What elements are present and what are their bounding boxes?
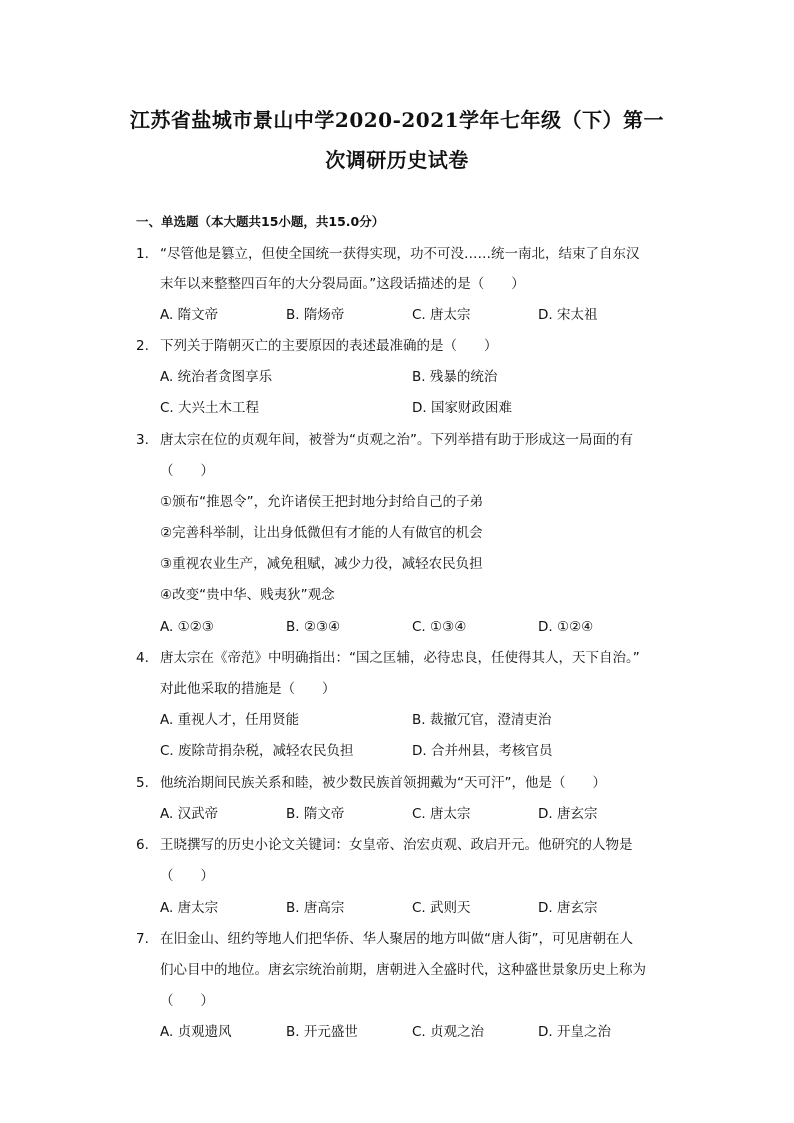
question-text: 们心目中的地位。唐玄宗统治前期，唐朝进入全盛时代，这种盛世景象历史上称为 (160, 962, 646, 978)
statement-2: ②完善科举制，让出身低微但有才能的人有做官的机会 (160, 525, 483, 541)
statement-4: ④改变“贵中华、贱夷狄”观念 (160, 587, 335, 603)
option-a: A. 汉武帝 (160, 806, 219, 822)
option-c: C. 大兴土木工程 (160, 400, 260, 416)
question-number: 2. (136, 338, 149, 354)
option-d: D. 唐玄宗 (538, 806, 598, 822)
option-d: D. 唐玄宗 (538, 900, 598, 916)
question-text: “尽管他是篡立，但使全国统一获得实现，功不可没……统一南北，结束了自东汉 (160, 246, 640, 262)
exam-title-line-1: 江苏省盐城市景山中学2020-2021学年七年级（下）第一 (129, 108, 665, 132)
question-number: 5. (136, 775, 149, 791)
question-text: 他统治期间民族关系和睦，被少数民族首领拥戴为“天可汗”，他是（ ） (160, 775, 606, 791)
question-number: 6. (136, 837, 149, 853)
option-b: B. 唐高宗 (286, 900, 345, 916)
statement-3: ③重视农业生产，减免租赋，减少力役，减轻农民负担 (160, 556, 483, 572)
question-number: 7. (136, 931, 149, 947)
question-number: 4. (136, 650, 149, 666)
option-a: A. ①②③ (160, 619, 214, 635)
option-b: B. 隋文帝 (286, 806, 345, 822)
question-text: 唐太宗在位的贞观年间，被誉为“贞观之治”。下列举措有助于形成这一局面的有 (160, 432, 633, 448)
option-b: B. 残暴的统治 (412, 369, 498, 385)
option-d: D. 合并州县，考核官员 (412, 743, 553, 759)
option-c: C. 废除苛捐杂税，减轻农民负担 (160, 743, 354, 759)
question-text: 在旧金山、纽约等地人们把华侨、华人聚居的地方叫做“唐人街”，可见唐朝在人 (160, 931, 633, 947)
question-text: 下列关于隋朝灭亡的主要原因的表述最准确的是（ ） (160, 338, 498, 354)
option-c: C. 唐太宗 (412, 307, 471, 323)
option-b: B. 开元盛世 (286, 1024, 358, 1040)
question-number: 3. (136, 432, 149, 448)
question-text: 对此他采取的措施是（ ） (160, 681, 336, 697)
statement-1: ①颁布“推恩令”，允许诸侯王把封地分封给自己的子弟 (160, 494, 484, 510)
exam-title-line-2: 次调研历史试卷 (325, 148, 469, 172)
option-a: A. 隋文帝 (160, 307, 219, 323)
option-d: D. 国家财政困难 (412, 400, 512, 416)
option-c: C. ①③④ (412, 619, 467, 635)
option-d: D. 开皇之治 (538, 1024, 611, 1040)
question-text: 末年以来整整四百年的大分裂局面。”这段话描述的是（ ） (160, 276, 525, 292)
option-a: A. 唐太宗 (160, 900, 219, 916)
option-b: B. 裁撤冗官，澄清吏治 (412, 712, 552, 728)
option-a: A. 贞观遗风 (160, 1024, 232, 1040)
question-text: （ ） (160, 993, 214, 1009)
option-b: B. 隋炀帝 (286, 307, 345, 323)
question-text: （ ） (160, 868, 214, 884)
option-a: A. 统治者贪图享乐 (160, 369, 273, 385)
option-c: C. 贞观之治 (412, 1024, 485, 1040)
question-text: （ ） (160, 463, 214, 479)
question-text: 王晓撰写的历史小论文关键词：女皇帝、治宏贞观、政启开元。他研究的人物是 (160, 837, 633, 853)
question-number: 1. (136, 246, 149, 262)
option-d: D. ①②④ (538, 619, 594, 635)
option-b: B. ②③④ (286, 619, 341, 635)
option-d: D. 宋太祖 (538, 307, 598, 323)
option-c: C. 唐太宗 (412, 806, 471, 822)
question-text: 唐太宗在《帝范》中明确指出：“国之匡辅，必待忠良，任使得其人，天下自治。” (160, 650, 640, 666)
option-a: A. 重视人才，任用贤能 (160, 712, 300, 728)
section-heading: 一、单选题（本大题共15小题，共15.0分） (136, 214, 385, 229)
option-c: C. 武则天 (412, 900, 471, 916)
